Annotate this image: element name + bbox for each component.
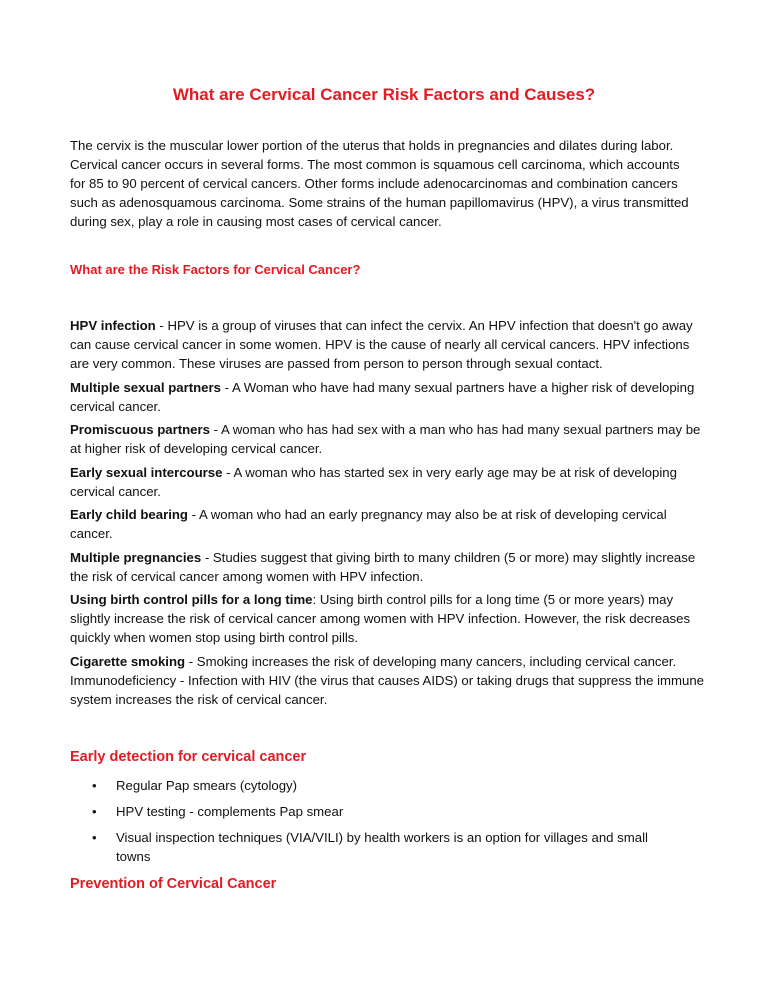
risk-factor-text: - Studies suggest that giving birth to many children (5 or more) may slightly increase the risk of cervical cancer among women with HPV infection. bbox=[70, 549, 696, 584]
risk-factor-text: : Using birth control pills for a long time (5 or more years) may slightly increase the risk of cervical cancer among women with HPV infection. However, the risk decreases quickly when women stop using birth control pills. bbox=[70, 592, 691, 645]
list-item bbox=[92, 802, 678, 821]
risk-factor-term: HPV infection bbox=[70, 318, 156, 333]
risk-factor-item bbox=[70, 316, 706, 373]
list-item-text: Regular Pap smears (cytology) bbox=[116, 778, 298, 793]
early-detection-heading: Early detection for cervical cancer bbox=[70, 749, 307, 765]
risk-factor-term: Multiple sexual partners bbox=[70, 379, 221, 395]
risk-factor-term: Promiscuous partners bbox=[70, 422, 210, 437]
early-detection-list bbox=[92, 776, 678, 873]
list-item-text: HPV testing - complements Pap smear bbox=[116, 804, 344, 819]
risk-factor-term: Multiple pregnancies bbox=[70, 549, 202, 565]
risk-factor-term: Early sexual intercourse bbox=[70, 464, 223, 480]
risk-factor-text: - A woman who has had sex with a man who has had many sexual partners may be at higher risk of developing cervical cancer. bbox=[70, 422, 701, 456]
intro-paragraph: The cervix is the muscular lower portion of the uterus that holds in pregnancies and dilates during labor. Cervical cancer occurs in several forms. The most common is squamous cell carcinoma, which accounts for 85 to 90 percent of cervical cancers. Other forms include adenocarcinomas and combination cancers such as adenosquamous carcinoma. Some strains of the human papillomavirus (HPV), a virus transmitted during sex, play a role in causing most cases of cervical cancer. bbox=[70, 138, 689, 229]
bullet-icon: • bbox=[92, 830, 97, 845]
risk-factor-text: - A woman who has started sex in very early age may be at risk of developing cervical cancer. bbox=[70, 464, 677, 499]
list-item bbox=[92, 828, 678, 866]
risk-factor-text: - A Woman who have had many sexual partners have a higher risk of developing cervical cancer. bbox=[70, 379, 695, 414]
list-item bbox=[92, 776, 678, 795]
risk-factor-list bbox=[70, 316, 706, 713]
risk-factor-term: Early child bearing bbox=[70, 507, 188, 522]
risk-factor-item bbox=[70, 378, 706, 416]
page-title: What are Cervical Cancer Risk Factors and Causes? bbox=[172, 85, 596, 105]
risk-factor-item bbox=[70, 590, 706, 647]
risk-factor-item bbox=[70, 463, 706, 501]
risk-factor-item bbox=[70, 652, 706, 709]
risk-factor-item bbox=[70, 505, 706, 543]
risk-factor-text: - A woman who had an early pregnancy may also be at risk of developing cervical cancer. bbox=[70, 507, 667, 541]
bullet-icon: • bbox=[92, 778, 97, 793]
risk-factors-heading: What are the Risk Factors for Cervical Cancer? bbox=[70, 262, 361, 277]
bullet-icon: • bbox=[92, 804, 97, 819]
risk-factor-text: - HPV is a group of viruses that can infect the cervix. An HPV infection that doesn't go away can cause cervical cancer in some women. HPV is the cause of nearly all cervical cancers. HPV infections are very common. These viruses are passed from person to person through sexual contact. bbox=[70, 318, 693, 371]
risk-factor-item bbox=[70, 548, 706, 586]
risk-factor-term: Using birth control pills for a long time bbox=[70, 592, 313, 607]
list-item-text: Visual inspection techniques (VIA/VILI) by health workers is an option for villages and small towns bbox=[116, 830, 648, 864]
risk-factor-term: Cigarette smoking bbox=[70, 653, 186, 669]
risk-factor-text: - Smoking increases the risk of developing many cancers, including cervical cancer. Immunodeficiency - Infection with HIV (the virus that causes AIDS) or taking drugs that suppress the immune system increases the risk of cervical cancer. bbox=[70, 653, 705, 707]
risk-factor-item bbox=[70, 420, 706, 458]
prevention-heading: Prevention of Cervical Cancer bbox=[70, 876, 277, 892]
